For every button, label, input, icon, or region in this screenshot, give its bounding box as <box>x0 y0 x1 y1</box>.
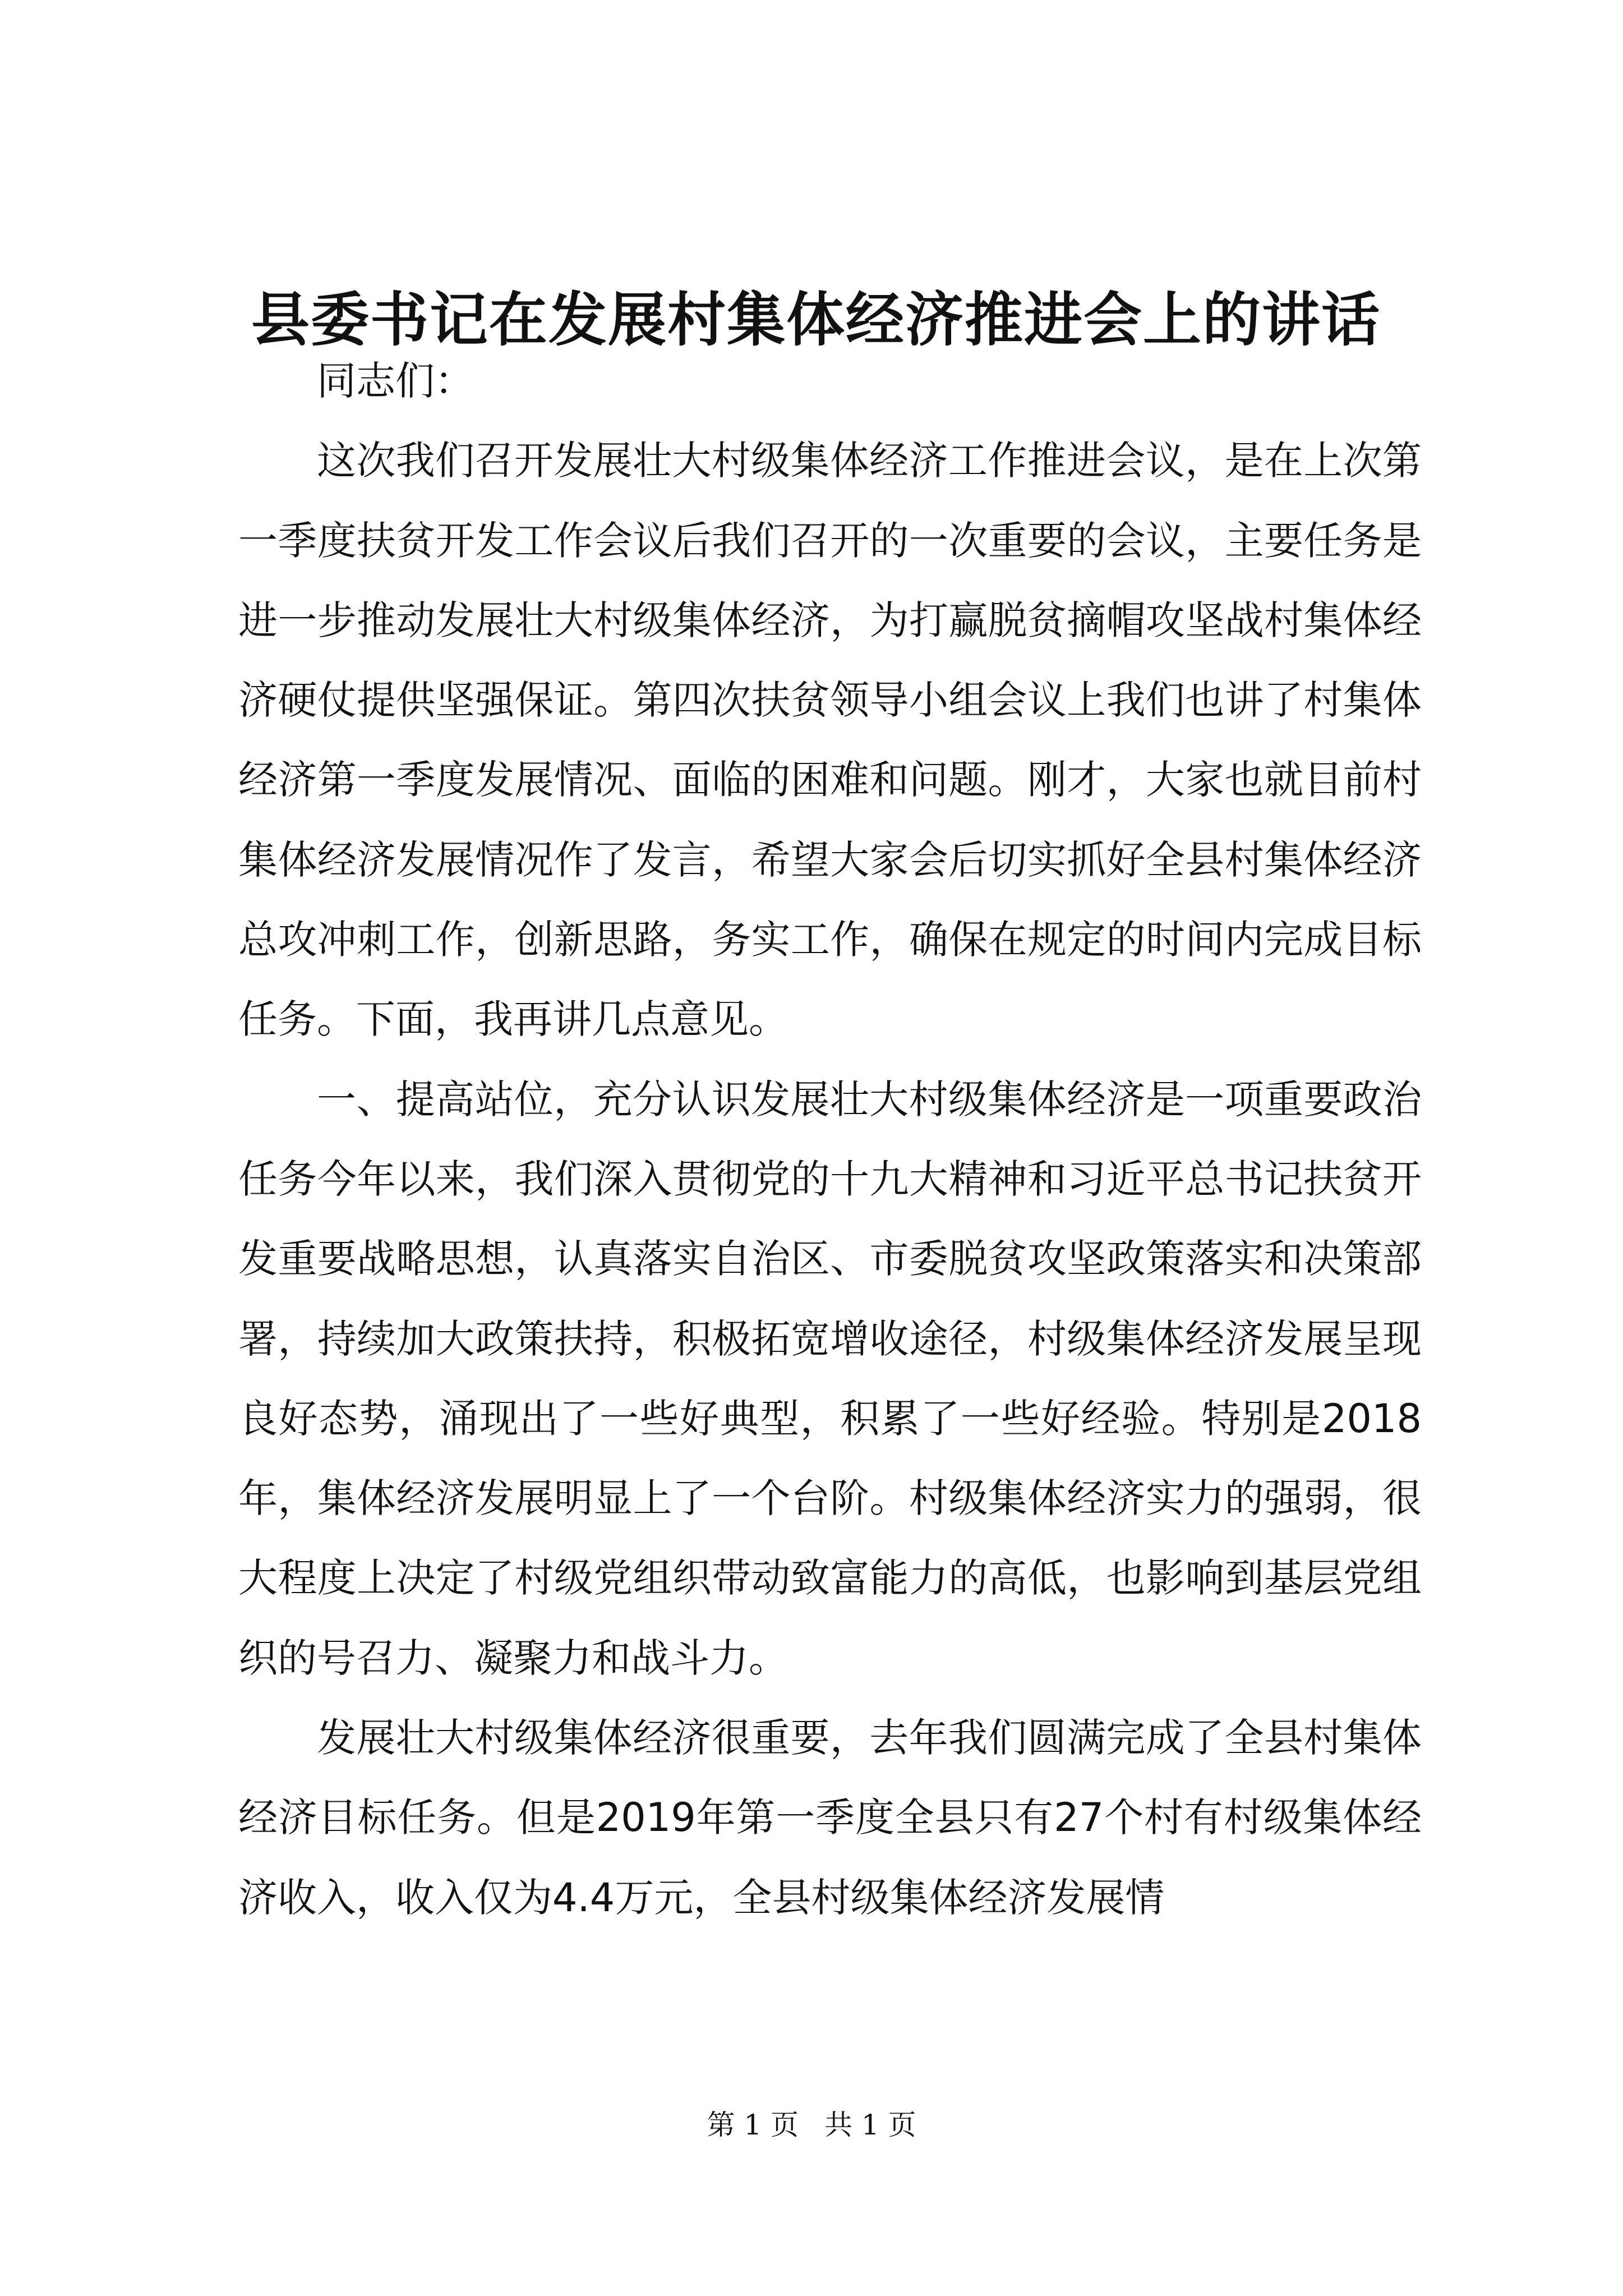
paragraph-1: 这次我们召开发展壮大村级集体经济工作推进会议，是在上次第一季度扶贫开发工作会议后我们召开的一次重要的会议，主要任务是进一步推动发展壮大村级集体经济，为打赢脱贫摘帽攻坚战村集体经济硬仗提供坚强保证。第四次扶贫领导小组会议上我们也讲了村集体经济第一季度发展情况、面临的困难和问题。刚才，大家也就目前村集体经济发展情况作了发言，希望大家会后切实抓好全县村集体经济总攻冲刺工作，创新思路，务实工作，确保在规定的时间内完成目标任务。下面，我再讲几点意见。 <box>238 438 1422 1043</box>
page-footer <box>0 2108 1623 2142</box>
paragraph-3: 发展壮大村级集体经济很重要，去年我们圆满完成了全县村集体经济目标任务。但是2019年第一季度全县只有27个村有村级集体经济收入，收入仅为4.4万元，全县村级集体经济发展情 <box>238 1715 1422 1921</box>
paragraph-2: 一、提高站位，充分认识发展壮大村级集体经济是一项重要政治任务今年以来，我们深入贯彻党的十九大精神和习近平总书记扶贫开发重要战略思想，认真落实自治区、市委脱贫攻坚政策落实和决策部署，持续加大政策扶持，积极拓宽增收途径，村级集体经济发展呈现良好态势，涌现出了一些好典型，积累了一些好经验。特别是2018年，集体经济发展明显上了一个台阶。村级集体经济实力的强弱，很大程度上决定了村级党组织带动致富能力的高低，也影响到基层党组织的号召力、凝聚力和战斗力。 <box>238 1076 1422 1681</box>
page-number: 第 1 页 <box>707 2109 799 2141</box>
salutation: 同志们： <box>317 358 474 404</box>
page-total: 共 1 页 <box>824 2109 916 2141</box>
document-body <box>238 341 1422 1938</box>
document-title: 县委书记在发展村集体经济推进会上的讲话 <box>251 285 1381 354</box>
